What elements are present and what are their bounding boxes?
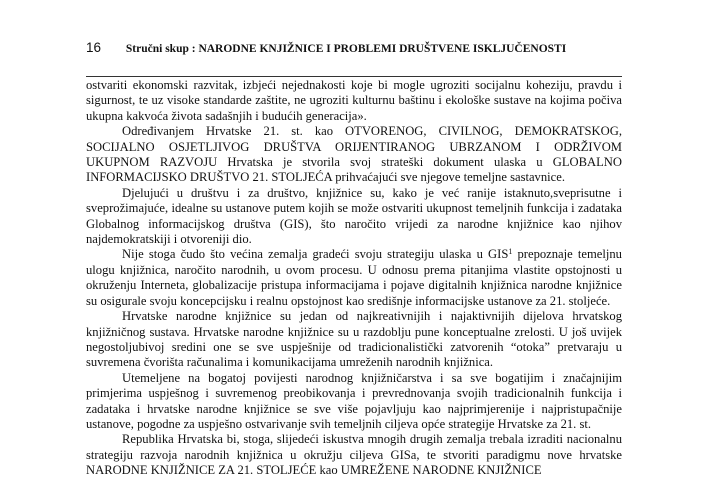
footnote-marker: 1 <box>508 247 513 257</box>
page-number: 16 <box>86 40 102 55</box>
paragraph: Određivanjem Hrvatske 21. st. kao OTVORENOG, CIVILNOG, DEMOKRATSKOG, SOCIJALNO OSJETLJIVOG DRUŠTVA ORIJENTIRANOG UBRZANOM I ODRŽIVOM UKUPNOM RAZVOJU Hrvatska je stvorila svoj strateški dokument ulaska u GLOBALNO INFORMACIJSKO DRUŠTVO 21. STOLJEĆA prihvaćajući sve njegove temeljne sastavnice. <box>86 124 622 185</box>
paragraph-text: prepoznaje temeljnu ulogu knjižnica, naročito narodnih, u ovom procesu. U odnosu prema pitanjima vlastite opstojnosti u okruženju Interneta, globalizacije pristupa informacijama i pojave digitalnih knjižnica narodne knjižnice su osigurale svoju koncepcijsku i realnu opstojnost kao središnje informacijske ustanove za 21. stoljeće. <box>86 247 622 308</box>
running-title: Stručni skup : NARODNE KNJIŽNICE I PROBLEMI DRUŠTVENE ISKLJUČENOSTI <box>125 43 567 55</box>
body-text <box>86 78 622 479</box>
running-header <box>86 40 626 57</box>
paragraph: Republika Hrvatska bi, stoga, slijedeći iskustva mnogih drugih zemalja trebala izraditi nacionalnu strategiju razvoja narodnih knjižnica u okružju ciljeva GISa, te stvoriti paradigmu nove hrvatske NARODNE KNJIŽNICE ZA 21. STOLJEĆE kao UMREŽENE NARODNE KNJIŽNICE <box>86 432 622 478</box>
paragraph-text: Nije stoga čudo što većina zemalja gradeći svoju strategiju ulaska u GIS <box>122 247 509 262</box>
paragraph: ostvariti ekonomski razvitak, izbjeći nejednakosti koje bi mogle ugroziti socijalnu koheziju, pravdu i sigurnost, te uz visoke standarde zaštite, ne ugroziti kulturnu baštinu i ekološke sustave na kojima počiva ukupna kakvoća života sadašnjih i budućih generacija». <box>86 78 622 123</box>
paragraph: Djelujući u društvu i za društvo, knjižnice su, kako je već ranije istaknuto,sveprisutne i sveprožimajuće, idealne su ustanove putem kojih se može ostvariti ukupnost temeljnih funkcija i zadataka Globalnog informacijskog društva (GIS), što naročito vrijedi za narodne knjižnice kao njihov najdemokratskiji i otvoreniji dio. <box>86 185 622 247</box>
paragraph: Hrvatske narodne knjižnice su jedan od najkreativnijih i najaktivnijih dijelova hrvatskog knjižničnog sustava. Hrvatske narodne knjižnice su u razdoblju pune konceptualne zrelosti. U još uvijek negostoljubivoj sredini one se sve uspješnije od tradicionalistički zatvorenih “otoka” pretvaraju u suvremena čvorišta računalima i komunikacijama umreženih narodnih knjižnica. <box>86 309 622 370</box>
paragraph: Utemeljene na bogatoj povijesti narodnog knjižničarstva i sa sve bogatijim i značajnijim primjerima uspješnog i suvremenog preobikovanja i prevrednovanja svojih tradicionalnih funkcija i zadataka i hrvatske narodne knjižnice se sve više pojavljuju kao najprimjerenije i najpristupačnije ustanove, pogodne za uspješno ostvarivanje svih temeljnih ciljeva opće strategije Hrvatske za 21. st. <box>86 370 622 431</box>
paragraph <box>86 247 622 309</box>
header-rule <box>86 76 622 77</box>
